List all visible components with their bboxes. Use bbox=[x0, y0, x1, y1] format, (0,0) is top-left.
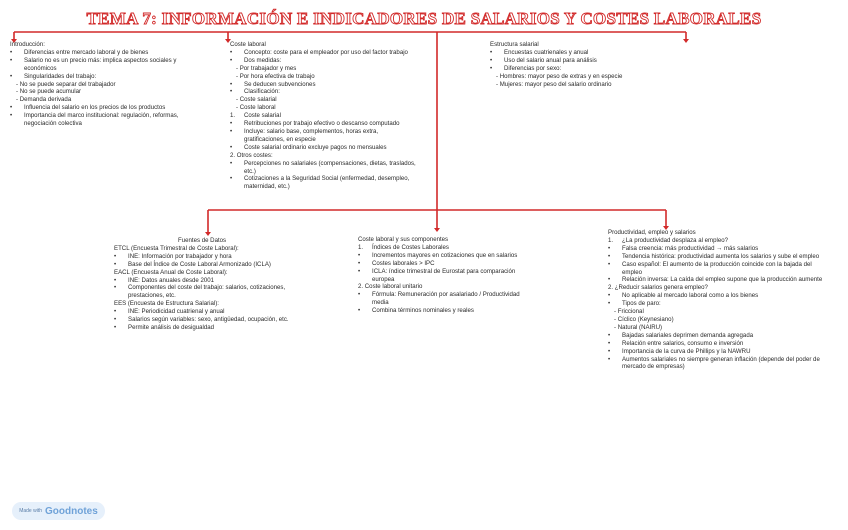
list-item-text: No aplicable al mercado laboral como a los bienes bbox=[622, 292, 759, 300]
list-item-text: - Coste laboral bbox=[236, 104, 276, 112]
list-item-text: Se deducen subvenciones bbox=[244, 80, 316, 88]
list-item-text: Tipos de paro: bbox=[622, 300, 661, 308]
list-marker: • bbox=[114, 252, 117, 260]
list-item-text: Importancia de la curva de Phillips y la NAWRU bbox=[622, 347, 751, 355]
list-item bbox=[10, 104, 188, 112]
list-marker: • bbox=[230, 80, 233, 88]
list-marker: • bbox=[10, 56, 13, 64]
section-coste-laboral bbox=[230, 41, 420, 191]
list-item-text: 2. ¿Reducir salarios genera empleo? bbox=[608, 284, 708, 292]
list-item-text: - Natural (NAIRU) bbox=[614, 323, 663, 331]
list-item bbox=[10, 88, 188, 96]
estructura-salarial-heading: Estructura salarial bbox=[490, 41, 539, 48]
list-item bbox=[358, 244, 528, 252]
list-item-text: Dos medidas: bbox=[244, 56, 282, 64]
list-marker: • bbox=[230, 175, 233, 183]
list-marker: • bbox=[358, 291, 361, 299]
list-item-text: Coste salarial bbox=[244, 112, 281, 120]
list-item-text: - No se puede separar del trabajador bbox=[16, 80, 116, 88]
badge-small-text: Made with bbox=[19, 508, 42, 514]
list-item bbox=[358, 268, 528, 284]
list-item bbox=[114, 277, 309, 285]
list-item bbox=[608, 245, 828, 253]
list-item-text: Influencia del salario en los precios de los productos bbox=[24, 104, 166, 112]
list-item-text: - Hombres: mayor peso de extras y en especie bbox=[496, 72, 623, 80]
list-item-text: Retribuciones por trabajo efectivo o descanso computado bbox=[244, 120, 400, 128]
list-item bbox=[230, 104, 420, 112]
list-item bbox=[114, 300, 309, 308]
list-item-text: - Cíclico (Keynesiano) bbox=[614, 315, 674, 323]
list-item bbox=[230, 152, 420, 160]
list-item-text: Relación inversa: La caída del empleo supone que la producción aumente bbox=[622, 276, 823, 284]
list-marker: • bbox=[230, 159, 233, 167]
list-marker: • bbox=[358, 259, 361, 267]
list-item-text: Incrementos mayores en cotizaciones que en salarios bbox=[372, 251, 518, 259]
list-marker: • bbox=[230, 127, 233, 135]
list-item bbox=[608, 300, 828, 308]
list-item bbox=[114, 245, 309, 253]
section-productividad bbox=[608, 229, 828, 371]
list-marker: • bbox=[608, 244, 611, 252]
list-item-text: - Coste salarial bbox=[236, 96, 277, 104]
list-item-text: 2. Coste laboral unitario bbox=[358, 283, 423, 291]
list-item bbox=[490, 49, 690, 57]
list-item-text: Encuestas cuatrienales y anual bbox=[504, 48, 589, 56]
list-item bbox=[230, 175, 420, 191]
list-item-text: Costes laborales > IPC bbox=[372, 259, 435, 267]
list-item-text: Salario no es un precio más: implica aspectos sociales y económicos bbox=[24, 56, 177, 72]
list-item bbox=[230, 81, 420, 89]
list-item bbox=[230, 112, 420, 120]
list-item bbox=[114, 316, 309, 324]
productividad-heading: Productividad, empleo y salarios bbox=[608, 229, 696, 236]
list-item-text: ICLA: índice trimestral de Eurostat para comparación europea bbox=[372, 267, 516, 283]
list-marker: • bbox=[10, 48, 13, 56]
list-item-text: Permite análisis de desigualdad bbox=[128, 323, 215, 331]
section-fuentes-datos bbox=[114, 237, 309, 332]
list-item-text: Bajadas salariales deprimen demanda agregada bbox=[622, 331, 754, 339]
list-item bbox=[490, 57, 690, 65]
coste-laboral-heading: Coste laboral bbox=[230, 41, 266, 48]
list-item-text: Percepciones no salariales (compensaciones, dietas, traslados, etc.) bbox=[244, 159, 416, 175]
list-item bbox=[608, 253, 828, 261]
list-item-text: - Por trabajador y mes bbox=[236, 64, 297, 72]
list-item-text: Coste salarial ordinario excluye pagos no mensuales bbox=[244, 143, 387, 151]
badge-large-text: Goodnotes bbox=[45, 505, 98, 517]
list-marker: • bbox=[608, 331, 611, 339]
list-marker: • bbox=[358, 251, 361, 259]
list-item-text: Importancia del marco institucional: regulación, reformas, negociación colectiva bbox=[24, 112, 179, 128]
list-marker: 1. bbox=[608, 236, 614, 244]
list-marker: 1. bbox=[230, 112, 236, 120]
list-item-text: 2. Otros costes: bbox=[230, 151, 273, 159]
list-marker: • bbox=[10, 104, 13, 112]
list-item-text: Falsa creencia: más productividad → más salarios bbox=[622, 244, 759, 252]
list-item bbox=[230, 88, 420, 96]
list-item-text: Base del Índice de Coste Laboral Armonizado (ICLA) bbox=[128, 260, 271, 268]
introduccion-heading: Introducción: bbox=[10, 41, 45, 48]
list-item-text: INE: Periodicidad cuatrienal y anual bbox=[128, 308, 225, 316]
list-item bbox=[230, 144, 420, 152]
list-marker: • bbox=[358, 307, 361, 315]
list-item bbox=[608, 348, 828, 356]
list-item bbox=[10, 49, 188, 57]
list-marker: • bbox=[114, 260, 117, 268]
list-item bbox=[230, 73, 420, 81]
list-item bbox=[230, 65, 420, 73]
list-marker: • bbox=[358, 267, 361, 275]
list-item bbox=[608, 237, 828, 245]
list-marker: • bbox=[608, 347, 611, 355]
list-marker: 1. bbox=[358, 243, 364, 251]
list-marker: • bbox=[230, 88, 233, 96]
list-item bbox=[230, 120, 420, 128]
list-item bbox=[230, 49, 420, 57]
list-item bbox=[358, 252, 528, 260]
list-item bbox=[10, 73, 188, 81]
list-item bbox=[490, 81, 690, 89]
list-marker: • bbox=[608, 276, 611, 284]
list-marker: • bbox=[608, 292, 611, 300]
list-marker: • bbox=[10, 112, 13, 120]
list-item bbox=[114, 269, 309, 277]
list-item-text: Singularidades del trabajo: bbox=[24, 72, 97, 80]
list-item-text: INE: Datos anuales desde 2001 bbox=[128, 276, 215, 284]
list-item bbox=[114, 261, 309, 269]
list-item bbox=[608, 308, 828, 316]
list-item bbox=[608, 284, 828, 292]
list-item-text: Fórmula: Remuneración por asalariado / Productividad media bbox=[372, 291, 520, 307]
list-item bbox=[230, 96, 420, 104]
page-title: TEMA 7: INFORMACIÓN E INDICADORES DE SALARIOS Y COSTES LABORALES bbox=[86, 9, 762, 28]
list-item bbox=[10, 96, 188, 104]
list-marker: • bbox=[608, 355, 611, 363]
componentes-heading: Coste laboral y sus componentes bbox=[358, 236, 449, 243]
list-marker: • bbox=[114, 308, 117, 316]
list-item-text: Concepto: coste para el empleador por uso del factor trabajo bbox=[244, 48, 408, 56]
goodnotes-badge[interactable] bbox=[12, 502, 105, 520]
list-item bbox=[114, 324, 309, 332]
list-item-text: Cotizaciones a la Seguridad Social (enfermedad, desempleo, maternidad, etc.) bbox=[244, 175, 410, 191]
list-marker: • bbox=[608, 339, 611, 347]
list-marker: • bbox=[114, 284, 117, 292]
list-marker: • bbox=[230, 120, 233, 128]
list-item-text: - Mujeres: mayor peso del salario ordinario bbox=[496, 80, 612, 88]
list-item-text: Índices de Costes Laborales bbox=[372, 243, 449, 251]
list-item-text: ¿La productividad desplaza al empleo? bbox=[622, 236, 729, 244]
list-item-text: EACL (Encuesta Anual de Coste Laboral): bbox=[114, 268, 228, 276]
list-marker: • bbox=[608, 252, 611, 260]
list-item bbox=[230, 57, 420, 65]
list-marker: • bbox=[490, 48, 493, 56]
list-item-text: Uso del salario anual para análisis bbox=[504, 56, 597, 64]
list-item bbox=[10, 81, 188, 89]
list-marker: • bbox=[114, 276, 117, 284]
list-item bbox=[358, 307, 528, 315]
list-item bbox=[10, 112, 188, 128]
list-item-text: Tendencia histórica: productividad aumenta los salarios y sube el empleo bbox=[622, 252, 820, 260]
list-marker: • bbox=[10, 72, 13, 80]
list-item bbox=[490, 65, 690, 73]
fuentes-heading: Fuentes de Datos bbox=[178, 237, 227, 244]
list-item-text: Incluye: salario base, complementos, horas extra, gratificaciones, en especie bbox=[244, 127, 379, 143]
list-item-text: Componentes del coste del trabajo: salarios, cotizaciones, prestaciones, etc. bbox=[128, 284, 286, 300]
list-item bbox=[230, 160, 420, 176]
list-item-text: - Por hora efectiva de trabajo bbox=[236, 72, 315, 80]
list-item-text: Aumentos salariales no siempre generan inflación (depende del poder de mercado de empresas) bbox=[622, 355, 820, 371]
list-item bbox=[358, 260, 528, 268]
section-componentes bbox=[358, 236, 528, 315]
list-marker: • bbox=[490, 56, 493, 64]
list-marker: • bbox=[230, 143, 233, 151]
list-item-text: Diferencias entre mercado laboral y de bienes bbox=[24, 48, 149, 56]
list-item-text: Diferencias por sexo: bbox=[504, 64, 562, 72]
list-marker: • bbox=[490, 64, 493, 72]
list-item bbox=[10, 57, 188, 73]
list-item bbox=[608, 356, 828, 372]
list-item-text: - Friccional bbox=[614, 308, 644, 316]
list-item bbox=[608, 316, 828, 324]
list-marker: • bbox=[608, 300, 611, 308]
list-marker: • bbox=[230, 48, 233, 56]
list-item bbox=[114, 253, 309, 261]
list-marker: • bbox=[608, 260, 611, 268]
list-item-text: Combina términos nominales y reales bbox=[372, 307, 474, 315]
list-item bbox=[358, 291, 528, 307]
list-marker: • bbox=[114, 316, 117, 324]
list-item-text: - Demanda derivada bbox=[16, 96, 72, 104]
list-item bbox=[490, 73, 690, 81]
list-item-text: Caso español: El aumento de la producción coincide con la bajada del empleo bbox=[622, 260, 812, 276]
list-item bbox=[358, 283, 528, 291]
list-item-text: Clasificación: bbox=[244, 88, 280, 96]
list-item bbox=[608, 292, 828, 300]
list-marker: • bbox=[230, 56, 233, 64]
section-estructura-salarial bbox=[490, 41, 690, 88]
list-item bbox=[608, 276, 828, 284]
list-item bbox=[608, 340, 828, 348]
list-item-text: EES (Encuesta de Estructura Salarial): bbox=[114, 300, 219, 308]
list-item-text: ETCL (Encuesta Trimestral de Coste Laboral): bbox=[114, 244, 239, 252]
list-item-text: Relación entre salarios, consumo e inversión bbox=[622, 339, 744, 347]
list-item bbox=[230, 128, 420, 144]
list-item-text: Salarios según variables: sexo, antigüedad, ocupación, etc. bbox=[128, 316, 289, 324]
list-item bbox=[114, 284, 309, 300]
section-introduccion bbox=[10, 41, 188, 128]
list-item bbox=[114, 308, 309, 316]
list-item-text: INE: Información por trabajador y hora bbox=[128, 252, 232, 260]
list-item bbox=[608, 332, 828, 340]
list-item-text: - No se puede acumular bbox=[16, 88, 82, 96]
list-marker: • bbox=[114, 323, 117, 331]
list-item bbox=[608, 261, 828, 277]
list-item bbox=[608, 324, 828, 332]
